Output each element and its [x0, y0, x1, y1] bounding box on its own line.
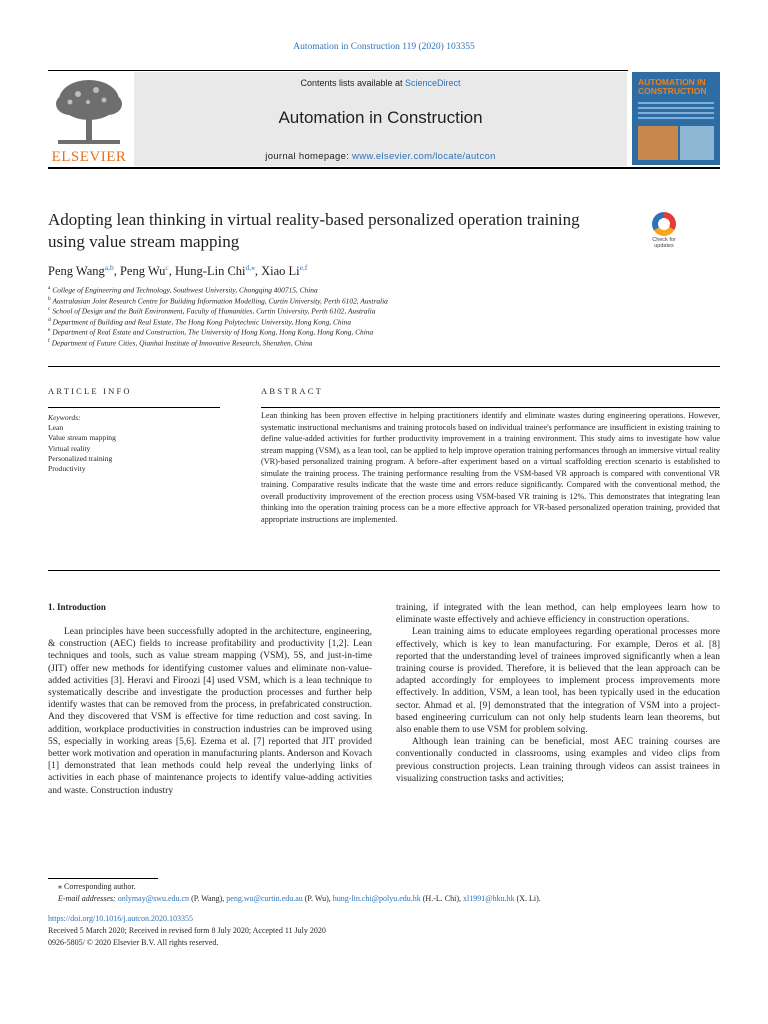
body-paragraph: Although lean training can be beneficial, most AEC training courses are conventionally conducted in classrooms, using examples and video clips from previous construction projects. Lean training through videos can assist trainees in visualizing construction tasks and activities; — [396, 737, 720, 784]
section-title: 1. Introduction — [48, 602, 106, 612]
keyword: Virtual reality — [48, 443, 91, 453]
author-name[interactable]: Xiao Li — [261, 264, 300, 279]
keywords-rule — [48, 407, 220, 408]
cover-title: AUTOMATION IN CONSTRUCTION — [638, 77, 707, 96]
keywords-block — [48, 413, 228, 474]
check-updates-icon — [652, 212, 676, 236]
author-name[interactable]: Peng Wang — [48, 264, 105, 279]
email-link[interactable]: onlymay@swu.edu.cn — [117, 894, 190, 903]
affiliation: $^a$ College of Engineering and Technology, Southwest University, Chongqing 400715, China — [48, 285, 318, 295]
keyword: Lean — [48, 423, 64, 433]
header-bottom-rule — [48, 167, 720, 169]
email-owner: (H.-L. Chi), — [420, 894, 463, 903]
abstract-text: Lean thinking has been proven effective in helping practitioners identify and eliminate wastes during engineering operations. However, systematic instructional mechanisms and training protocols based on individual trainee's performance are insufficient in existing training to define value-added activities for further productivity improvement in a training environment. This study aims to investigate how value stream mapping (VSM), as a lean tool, can be applied to help improve operation training performances through an immersive virtual reality (VR)-based personalized training program. A before–after experiment based on a virtual scaffolding erection scenario is established to simulate the training process. The training performance resulting from the VSM-based VR approach is compared with conventional VR training. Comparative results indicate that the waste time and errors reduce significantly. Compared with the conventional method, the overall productivity improvement of the erection process using VSM-based VR training is 12%. This demonstrates that integrating lean thinking into the operation training process can be a more effective approach for VR-based personalized operation training, provided that appropriate instructions are implemented. — [261, 411, 720, 524]
keyword: Productivity — [48, 464, 86, 474]
email-owner: (P. Wang), — [189, 894, 227, 903]
email-link[interactable]: peng.wu@curtin.edu.au — [226, 894, 303, 903]
journal-homepage-line — [134, 151, 627, 162]
affiliation: $^b$ Australasian Joint Research Centre for Building Information Modelling, Curtin University, Perth 6102, Australia — [48, 295, 388, 306]
body-paragraph: training, if integrated with the lean method, can help employees learn how to eliminate waste effectively and achieve efficiency in construction operations. — [396, 603, 720, 626]
copyright-line: 0926-5805/ © 2020 Elsevier B.V. All rights reserved. — [48, 938, 219, 947]
corresponding-author-note: ⁎ Corresponding author. — [58, 882, 136, 891]
body-paragraph: Lean training aims to educate employees regarding operational processes more effectively, which is key to lean manufacturing. For example, Deros et al. [8] reported that the understanding level of trainees improved significantly when a lean training course is provided. Therefore, it is believed that the lean approach can be adapted accordingly for employees to implement process improvements more effectively. In addition, VSM, a lean tool, has been typically used in the education sector. Ahmad et al. [9] demonstrated that the integration of VSM into a project-based engineering curriculum can not only help students learn lean theorems, but also enable them to use VSM for problem solving. — [396, 627, 720, 736]
keyword: Value stream mapping — [48, 433, 116, 443]
affiliation: $^e$ Department of Real Estate and Construction, The University of Hong Kong, Hong Kong, Hong Kong, China — [48, 327, 374, 337]
abstract-end-rule — [48, 570, 720, 571]
journal-cover-thumbnail[interactable] — [632, 72, 720, 165]
author-affil-marker[interactable]: d,⁎ — [245, 263, 255, 272]
author-affil-marker[interactable]: a,b — [104, 263, 114, 272]
body-column-right — [396, 602, 720, 785]
journal-reference[interactable]: Automation in Construction 119 (2020) 103355 — [293, 42, 475, 52]
email-owner: (X. Li). — [514, 894, 541, 903]
body-column-left — [48, 602, 372, 797]
article-title: Adopting lean thinking in virtual reality-based personalized operation training using value stream mapping — [48, 210, 580, 251]
affiliation: $^d$ Department of Building and Real Estate, The Hong Kong Polytechnic University, Hong Kong, China — [48, 316, 352, 327]
author-list: Peng Wang$^{a,b}$, Peng Wu$^c$, Hung-Lin Chi$^{d,⁎}$, Xiao Li$^{e,f}$ — [48, 263, 308, 279]
affiliation: $^c$ School of Design and the Built Environment, Faculty of Humanities, Curtin University, Perth 6102, Australia — [48, 306, 376, 316]
email-addresses — [58, 894, 541, 905]
affiliation: $^f$ Department of Future Cities, Qianhai Institute of Innovative Research, Shenzhen, China — [48, 337, 313, 348]
cover-image-secondary — [680, 126, 714, 160]
homepage-link[interactable]: www.elsevier.com/locate/autcon — [352, 151, 496, 162]
author-affil-marker[interactable]: e,f — [299, 263, 308, 272]
abstract-rule — [261, 407, 720, 408]
contents-prefix: Contents lists available at — [300, 78, 406, 88]
cover-image — [638, 126, 678, 160]
affiliation-list — [48, 283, 688, 347]
article-info-rule — [48, 366, 720, 367]
cover-lines — [638, 102, 714, 122]
article-info-heading: ARTICLE INFO — [48, 386, 132, 396]
homepage-prefix: journal homepage: — [265, 151, 353, 162]
received-dates: Received 5 March 2020; Received in revised form 8 July 2020; Accepted 11 July 2020 — [48, 926, 326, 935]
check-updates-label: Check for updates — [652, 237, 676, 249]
email-owner: (P. Wu), — [302, 894, 333, 903]
journal-name: Automation in Construction — [278, 108, 483, 127]
author-name[interactable]: Hung-Lin Chi — [175, 264, 246, 279]
check-for-updates-badge[interactable] — [646, 212, 682, 252]
keyword: Personalized training — [48, 453, 113, 463]
email-link[interactable]: xl1991@hku.hk — [462, 894, 515, 903]
author-affil-marker[interactable]: c — [165, 263, 169, 272]
contents-available-line — [134, 78, 627, 88]
elsevier-wordmark: ELSEVIER — [51, 149, 127, 165]
header-top-rule — [48, 70, 628, 71]
body-paragraph: Lean principles have been successfully adopted in the architecture, engineering, & construction (AEC) fields to increase profitability and productivity [1,2]. Lean techniques and tools, such as value stream mapping (VSM), 5S, and just-in-time (JIT) offer new methods for identifying customer values and eliminate non-value-added activities [3]. Heravi and Firoozi [4] used VSM, which is a lean technique to systematically describe and investigate the production processes and further help identify wastes that can be removed from the process, in prefabricated construction. And they discovered that VSM is effective for time reduction and cost saving. In addition, workplace productivities in construction industries can be improved using 5S, especially in working areas [5,6]. Ezema et al. [7] reported that JIT provided better work motivation and operation in manufacturing plants. Anderson and Kovach [1] demonstrated that lean methods could help reveal the underlying links of activities in each phase of maintenance projects to identify value-adding activities and waste. Construction industry — [48, 627, 372, 796]
doi-link[interactable]: https://doi.org/10.1016/j.autcon.2020.103355 — [48, 914, 193, 923]
email-label: E-mail addresses: — [58, 894, 118, 903]
email-link[interactable]: hung-lin.chi@polyu.edu.hk — [332, 894, 421, 903]
sciencedirect-link[interactable]: ScienceDirect — [405, 78, 461, 88]
keywords-label: Keywords: — [48, 413, 81, 422]
abstract-heading: ABSTRACT — [261, 386, 323, 396]
author-name[interactable]: Peng Wu — [119, 264, 166, 279]
footnote-rule — [48, 878, 158, 879]
